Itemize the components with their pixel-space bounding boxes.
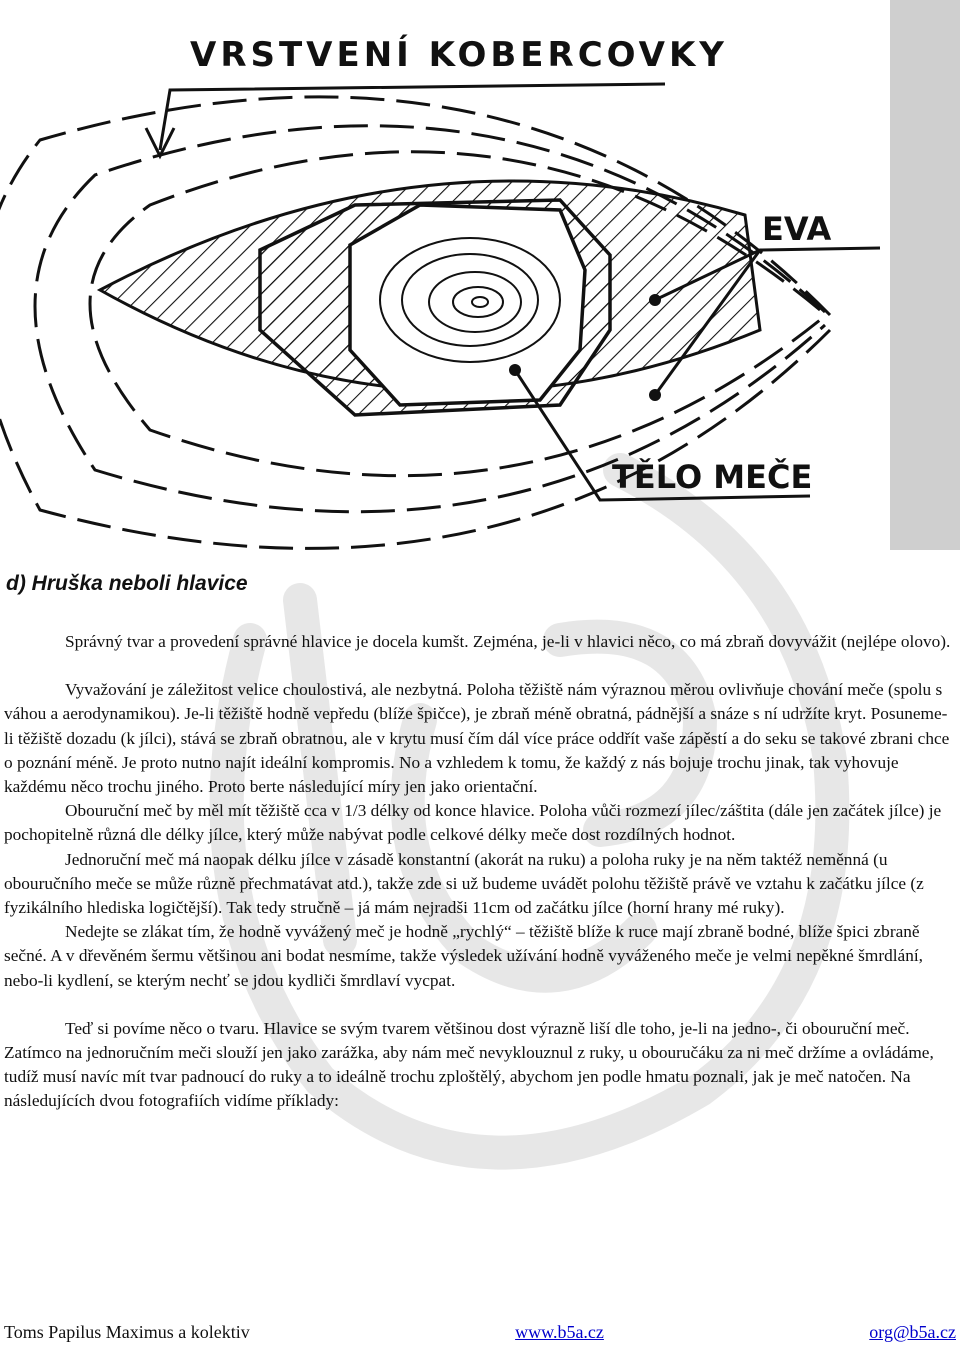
footer-email-link[interactable]: org@b5a.cz <box>869 1322 956 1342</box>
paragraph-two-handed: Obouruční meč by měl mít těžiště cca v 1/3 délky od konce hlavice. Poloha vůči rozmezí jílec/záštita (dále jen začátek jílce) je pochopitelně různá dle délky jílce, který může nabývat podle celkové délky meče dost rozdílných hodnot. <box>4 801 942 845</box>
title-arrow <box>160 84 665 150</box>
scan-edge-shade <box>890 0 960 550</box>
paragraph-shape: Teď si povíme něco o tvaru. Hlavice se svým tvarem většinou dost výrazně liší dle toho, je-li na jedno-, či obouruční meč. Zatímco na jednoručním meči slouží jen jako zarážka, aby nám meč nevyklouznul z ruky, u obouručáku za ni meč držíme a ovládáme, tudíž musí navíc mít tvar padnoucí do ruky a to ideálně trochu zploštělý, abychom jen podle hmatu poznali, jak je meč natočen. Na následujících dvou fotografiích vidíme příklady: <box>4 1018 934 1111</box>
paragraph-intro: Správný tvar a provedení správné hlavice je docela kumšt. Zejména, je-li v hlavici něco, co má zbraň dovyvážit (nejlépe olovo). <box>65 632 951 651</box>
label-eva: EVA <box>762 210 832 248</box>
eva-point-2 <box>649 389 661 401</box>
inner-hexagon <box>350 205 585 405</box>
paragraph-one-handed: Jednoruční meč má naopak délku jílce v zásadě konstantní (akorát na ruku) a poloha ruky je na něm taktéž neměnná (u obouručního meče se může různě přechmatávat atd.), takže zde si už budeme uvádět polohu těžiště právě ve vztahu k začátku jílce (z fyzikálního hlediska logičtější). Tak tedy stručně – já mám nejradši 11cm od začátku jílce (horní hrany mé ruky). <box>4 849 924 918</box>
carpet-layering-diagram <box>0 0 960 550</box>
paragraph-warning: Nedejte se zlákat tím, že hodně vyvážený meč je hodně „rychlý“ – těžiště blíže k ruce mají zbraně bodné, blíže špici zbraně sečné. A v dřevěném šermu většinou ani bodat nesmíme, takže výsledek užívání hodně vyváženého meče je velmi nepěkné šmrdlání, nebo-li kydlení, se kterým nechť se jdou kydliči šmrdlaví vycpat. <box>4 922 923 990</box>
section-heading: d) Hruška neboli hlavice <box>6 572 248 595</box>
label-telo-mece: TĚLO MEČE <box>612 458 813 496</box>
body-text <box>4 630 956 1114</box>
footer-website-link[interactable]: www.b5a.cz <box>515 1322 604 1342</box>
page-footer <box>4 1322 956 1343</box>
paragraph-balancing: Vyvažování je záležitost velice choulostivá, ale nezbytná. Poloha těžiště nám výraznou měrou ovlivňuje chování meče (spolu s váhou a aerodynamikou). Je-li těžiště hodně vepředu (blíže špičce), je zbraň méně obratná, pádnější a snáze s ní udržíte kryt. Posuneme-li těžiště dozadu (k jílci), stává se zbraň obratnou, ale v krytu musí čím dál více práce oddřít vaše zápěstí a do seku se takové zbrani chce o poznání méně. Je proto nutno najít ideální kompromis. No a vzhledem k tomu, že každý z nás bojuje trochu jinak, tak vyhovuje každému něco trochu jiného. Proto berte následující míry jen jako orientační. <box>4 680 950 797</box>
diagram-title: VRSTVENÍ KOBERCOVKY <box>190 35 728 75</box>
eva-point-1 <box>649 294 661 306</box>
telo-point <box>509 364 521 376</box>
footer-authors: Toms Papilus Maximus a kolektiv <box>4 1322 250 1342</box>
